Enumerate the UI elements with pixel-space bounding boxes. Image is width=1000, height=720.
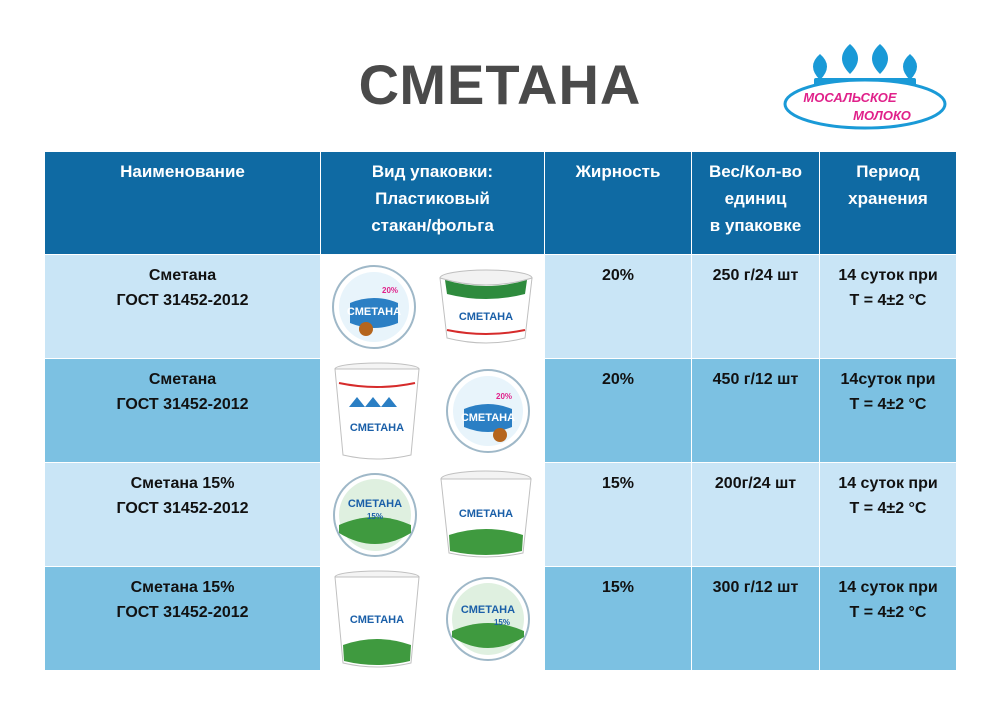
foil-lid-image xyxy=(444,575,532,663)
page-title: СМЕТАНА xyxy=(358,53,642,116)
fat-value: 20% xyxy=(545,359,692,463)
packaging-images xyxy=(321,463,545,567)
product-table xyxy=(44,151,957,671)
foil-lid-image xyxy=(330,263,418,351)
fat-value: 15% xyxy=(545,463,692,567)
header-fat: Жирность xyxy=(545,152,692,255)
svg-text:15%: 15% xyxy=(366,512,383,521)
svg-text:СМЕТАНА: СМЕТАНА xyxy=(347,498,402,510)
cup-image xyxy=(438,469,534,561)
weight-value: 300 г/12 шт xyxy=(692,567,820,671)
header-storage: Период хранения xyxy=(820,152,957,255)
svg-text:СМЕТАНА: СМЕТАНА xyxy=(459,508,514,520)
cup-image xyxy=(333,361,421,461)
storage-value: 14 суток при Т = 4±2 °С xyxy=(820,255,957,359)
storage-value: 14суток при Т = 4±2 °С xyxy=(820,359,957,463)
svg-text:СМЕТАНА: СМЕТАНА xyxy=(458,311,513,323)
packaging-images xyxy=(321,567,545,671)
product-name: Сметана 15% ГОСТ 31452-2012 xyxy=(45,567,321,671)
storage-value: 14 суток при Т = 4±2 °С xyxy=(820,567,957,671)
table-row xyxy=(45,359,957,463)
weight-value: 200г/24 шт xyxy=(692,463,820,567)
foil-lid-image xyxy=(331,471,419,559)
svg-text:СМЕТАНА: СМЕТАНА xyxy=(461,412,516,424)
product-name: Сметана 15% ГОСТ 31452-2012 xyxy=(45,463,321,567)
brand-logo xyxy=(780,40,950,132)
fat-value: 15% xyxy=(545,567,692,671)
table-row xyxy=(45,255,957,359)
foil-lid-image xyxy=(444,367,532,455)
product-name: Сметана ГОСТ 31452-2012 xyxy=(45,255,321,359)
cup-image xyxy=(333,569,421,669)
svg-text:СМЕТАНА: СМЕТАНА xyxy=(461,604,516,616)
svg-text:СМЕТАНА: СМЕТАНА xyxy=(349,422,404,434)
svg-text:СМЕТАНА: СМЕТАНА xyxy=(349,614,404,626)
storage-value: 14 суток при Т = 4±2 °С xyxy=(820,463,957,567)
logo-text-line1: МОСАЛЬСКОЕ xyxy=(803,90,897,105)
cup-image xyxy=(437,268,535,346)
header-weight: Вес/Кол-во единиц в упаковке xyxy=(692,152,820,255)
table-row xyxy=(45,463,957,567)
weight-value: 250 г/24 шт xyxy=(692,255,820,359)
packaging-images xyxy=(321,255,545,359)
header-packaging: Вид упаковки: Пластиковый стакан/фольга xyxy=(321,152,545,255)
svg-text:20%: 20% xyxy=(382,286,399,295)
weight-value: 450 г/12 шт xyxy=(692,359,820,463)
svg-text:СМЕТАНА: СМЕТАНА xyxy=(347,306,402,318)
svg-text:20%: 20% xyxy=(496,392,513,401)
logo-text-line2: МОЛОКО xyxy=(853,108,911,123)
fat-value: 20% xyxy=(545,255,692,359)
packaging-images xyxy=(321,359,545,463)
product-name: Сметана ГОСТ 31452-2012 xyxy=(45,359,321,463)
header-name: Наименование xyxy=(45,152,321,255)
table-row xyxy=(45,567,957,671)
svg-text:15%: 15% xyxy=(494,618,511,627)
